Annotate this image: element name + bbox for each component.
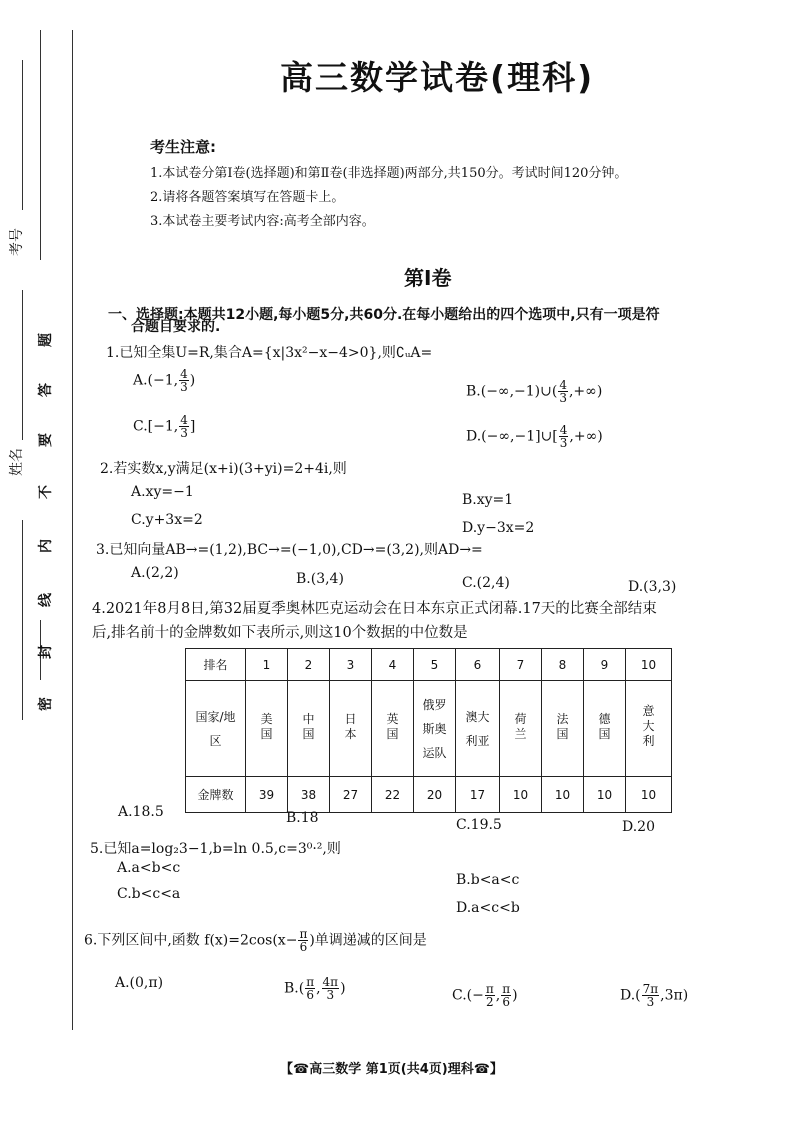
table-cell: 中国 — [288, 681, 330, 777]
q4-option-b: B.18 — [286, 810, 319, 826]
exam-no-label: 考号 — [9, 228, 25, 256]
page-title: 高三数学试卷(理科) — [280, 58, 595, 97]
table-cell: 10 — [500, 777, 542, 813]
q5-option-b: B.b<a<c — [456, 872, 520, 888]
q4-option-a: A.18.5 — [118, 804, 164, 820]
table-cell: 2 — [288, 649, 330, 681]
q1-option-c: C.[−1, $\frac{4}{3}$ ] — [133, 413, 196, 440]
table-cell: 1 — [246, 649, 288, 681]
q5-option-c: C.b<c<a — [117, 886, 181, 902]
table-cell: 10 — [542, 777, 584, 813]
section-heading-line2: 合题目要求的. — [131, 319, 221, 335]
table-cell: 日本 — [330, 681, 372, 777]
q2-option-c: C.y+3x=2 — [131, 512, 203, 528]
exam-no-underline — [22, 60, 23, 210]
q3-stem: 3.已知向量AB→=(1,2),BC→=(−1,0),CD→=(3,2),则AD→= — [96, 542, 483, 558]
table-cell: 27 — [330, 777, 372, 813]
binding-line-inner — [72, 30, 73, 1030]
q6-option-d: D.( $\frac{7\pi}{3}$ ,3π) — [620, 982, 689, 1009]
q6-option-c: C.(− $\frac{\pi}{2}$ , $\frac{\pi}{6}$ ) — [452, 982, 518, 1009]
seal-char-bu: 不 — [38, 485, 54, 499]
q4-option-c: C.19.5 — [456, 817, 502, 833]
table-cell: 德国 — [584, 681, 626, 777]
medal-table — [185, 648, 672, 813]
table-cell: 7 — [500, 649, 542, 681]
q6-option-b: B.( $\frac{\pi}{6}$ , $\frac{4\pi}{3}$ ) — [284, 975, 346, 1002]
q2-option-b: B.xy=1 — [462, 492, 514, 508]
table-header-country: 国家/地区 — [186, 681, 246, 777]
q2-stem: 2.若实数x,y满足(x+i)(3+yi)=2+4i,则 — [100, 461, 347, 477]
table-cell: 6 — [456, 649, 500, 681]
table-row-rank — [186, 649, 672, 681]
binding-line-outer — [40, 30, 41, 260]
table-cell: 意大利 — [626, 681, 672, 777]
part-title: 第Ⅰ卷 — [404, 266, 452, 290]
table-row-country — [186, 681, 672, 777]
table-cell: 10 — [584, 777, 626, 813]
table-cell: 17 — [456, 777, 500, 813]
q5-option-a: A.a<b<c — [117, 860, 181, 876]
seal-char-nei: 内 — [38, 539, 54, 553]
table-cell: 俄罗斯奥运队 — [414, 681, 456, 777]
notice-item: 2.请将各题答案填写在答题卡上。 — [150, 190, 345, 205]
q5-stem: 5.已知a=log₂3−1,b=ln 0.5,c=3⁰·²,则 — [90, 841, 341, 857]
name-label: 姓名 — [9, 448, 25, 476]
table-cell: 20 — [414, 777, 456, 813]
table-cell: 10 — [626, 777, 672, 813]
table-cell: 3 — [330, 649, 372, 681]
table-cell: 38 — [288, 777, 330, 813]
page-footer: 【☎高三数学 第1页(共4页)理科☎】 — [280, 1062, 503, 1077]
table-cell: 澳大利亚 — [456, 681, 500, 777]
q4-stem-line1: 4.2021年8月8日,第32届夏季奥林匹克运动会在日本东京正式闭幕.17天的比赛全部结束 — [92, 601, 657, 617]
class-underline — [22, 520, 23, 720]
seal-char-xian: 线 — [38, 593, 54, 607]
binding-margin — [0, 0, 80, 1124]
table-cell: 9 — [584, 649, 626, 681]
table-cell: 10 — [626, 649, 672, 681]
table-header-gold: 金牌数 — [186, 777, 246, 813]
name-underline — [22, 290, 23, 440]
q6-stem: 6.下列区间中,函数 f(x)=2cos(x− $\frac{\pi}{6}$ )单调递减的区间是 — [84, 927, 427, 954]
table-row-gold — [186, 777, 672, 813]
table-cell: 荷兰 — [500, 681, 542, 777]
table-cell: 5 — [414, 649, 456, 681]
table-cell: 4 — [372, 649, 414, 681]
notice-item: 1.本试卷分第Ⅰ卷(选择题)和第Ⅱ卷(非选择题)两部分,共150分。考试时间120分钟。 — [150, 166, 628, 181]
q1-option-b: B.(−∞,−1)∪( $\frac{4}{3}$ ,+∞) — [466, 378, 603, 405]
table-cell: 39 — [246, 777, 288, 813]
table-cell: 美国 — [246, 681, 288, 777]
table-cell: 8 — [542, 649, 584, 681]
notice-heading: 考生注意: — [150, 138, 216, 156]
seal-char-da: 答 — [38, 383, 54, 397]
q5-option-d: D.a<c<b — [456, 900, 520, 916]
q6-option-a: A.(0,π) — [115, 975, 164, 991]
seal-char-mi: 密 — [38, 697, 54, 711]
q1-option-d: D.(−∞,−1]∪[ $\frac{4}{3}$ ,+∞) — [466, 423, 603, 450]
q4-stem-line2: 后,排名前十的金牌数如下表所示,则这10个数据的中位数是 — [92, 625, 468, 641]
seal-char-yao: 要 — [38, 433, 54, 447]
q2-option-d: D.y−3x=2 — [462, 520, 535, 536]
table-header-rank: 排名 — [186, 649, 246, 681]
q1-stem: 1.已知全集U=R,集合A={x|3x²−x−4>0},则∁ᵤA= — [106, 345, 433, 361]
notice-item: 3.本试卷主要考试内容:高考全部内容。 — [150, 214, 375, 229]
table-cell: 法国 — [542, 681, 584, 777]
q4-option-d: D.20 — [622, 819, 655, 835]
q3-option-d: D.(3,3) — [628, 579, 677, 595]
q3-option-a: A.(2,2) — [131, 565, 179, 581]
seal-char-feng: 封 — [38, 645, 54, 659]
q3-option-b: B.(3,4) — [296, 571, 344, 587]
q1-option-a: A.(−1, $\frac{4}{3}$ ) — [133, 367, 196, 394]
q3-option-c: C.(2,4) — [462, 575, 510, 591]
section-heading-line1: 一、选择题:本题共12小题,每小题5分,共60分.在每小题给出的四个选项中,只有一项是符 — [108, 307, 660, 323]
table-cell: 英国 — [372, 681, 414, 777]
table-cell: 22 — [372, 777, 414, 813]
seal-char-ti: 题 — [38, 333, 54, 347]
q2-option-a: A.xy=−1 — [131, 484, 194, 500]
